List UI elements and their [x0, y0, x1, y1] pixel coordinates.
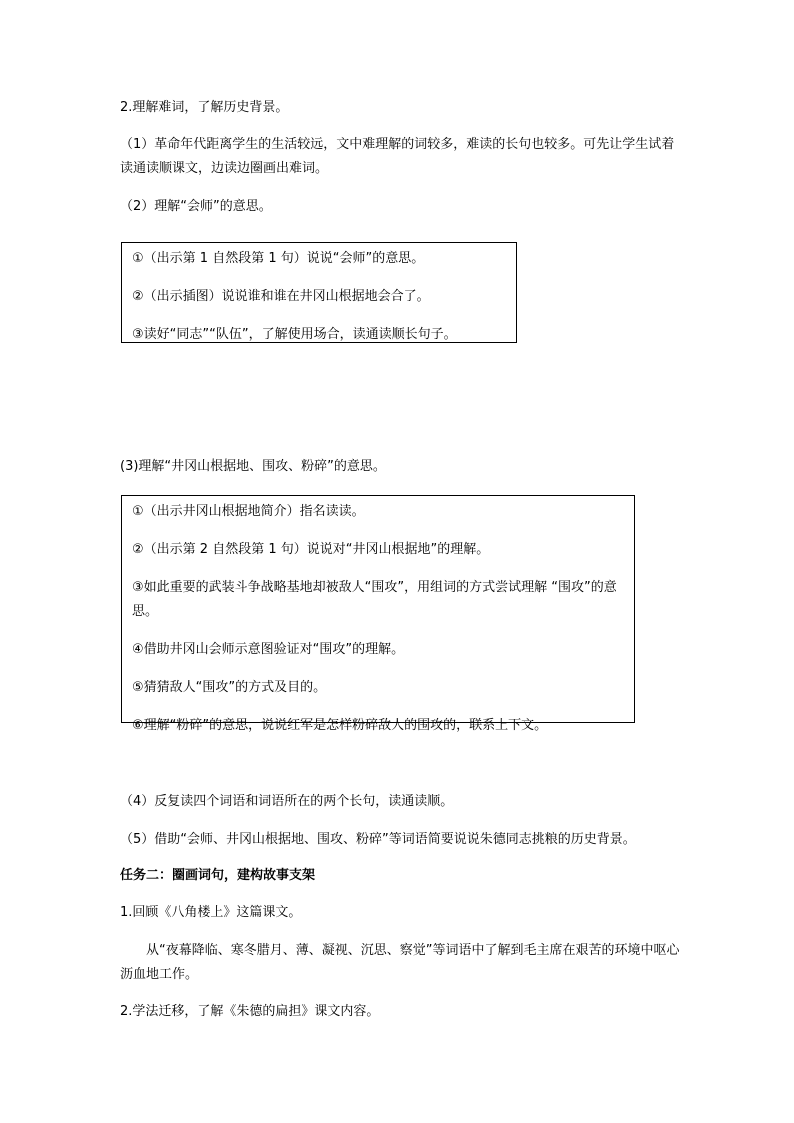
box2-item: ③如此重要的武装斗争战略基地却被敌人“围攻”，用组词的方式尝试理解 “围攻”的意思。	[132, 580, 617, 619]
box1-item: ③读好“同志”“队伍”，了解使用场合，读通读顺长句子。	[132, 327, 457, 342]
box2-item: ②（出示第 2 自然段第 1 句）说说对“井冈山根据地”的理解。	[132, 542, 490, 557]
step-2: 2.学法迁移，了解《朱德的扁担》课文内容。	[120, 1004, 380, 1019]
box2-item: ④借助井冈山会师示意图验证对“围攻”的理解。	[132, 642, 405, 657]
paragraph-item-5: （5）借助“会师、井冈山根据地、围攻、粉碎”等词语简要说说朱德同志挑粮的历史背景。	[120, 832, 636, 847]
paragraph-item-2: （2）理解“会师”的意思。	[120, 199, 272, 214]
step-1: 1.回顾《八角楼上》这篇课文。	[120, 905, 302, 920]
box1-item: ②（出示插图）说说谁和谁在井冈山根据地会合了。	[132, 289, 430, 304]
paragraph-item-4: （4）反复读四个词语和词语所在的两个长句，读通读顺。	[120, 794, 454, 809]
task-heading: 任务二：圈画词句，建构故事支架	[120, 868, 316, 883]
step-1-text: 从“夜幕降临、寒冬腊月、薄、凝视、沉思、察觉”等词语中了解到毛主席在艰苦的环境中呕心沥血地工作。	[120, 943, 680, 982]
box2-item: ⑤猜猜敌人“围攻”的方式及目的。	[132, 680, 327, 695]
box2-item: ①（出示井冈山根据地简介）指名读读。	[132, 504, 365, 519]
box1-item: ①（出示第 1 自然段第 1 句）说说“会师”的意思。	[132, 251, 425, 266]
section-heading: 2.理解难词，了解历史背景。	[120, 100, 289, 115]
box2-item: ⑥理解“粉碎”的意思，说说红军是怎样粉碎敌人的围攻的，联系上下文。	[132, 718, 548, 733]
paragraph-item-1: （1）革命年代距离学生的生活较远，文中难理解的词较多，难读的长句也较多。可先让学生试着读通读顺课文，边读边圈画出难词。	[120, 137, 675, 176]
paragraph-item-3: (3)理解“井冈山根据地、围攻、粉碎”的意思。	[120, 459, 386, 474]
steps-box-1	[121, 242, 517, 343]
steps-box-2	[121, 495, 635, 733]
